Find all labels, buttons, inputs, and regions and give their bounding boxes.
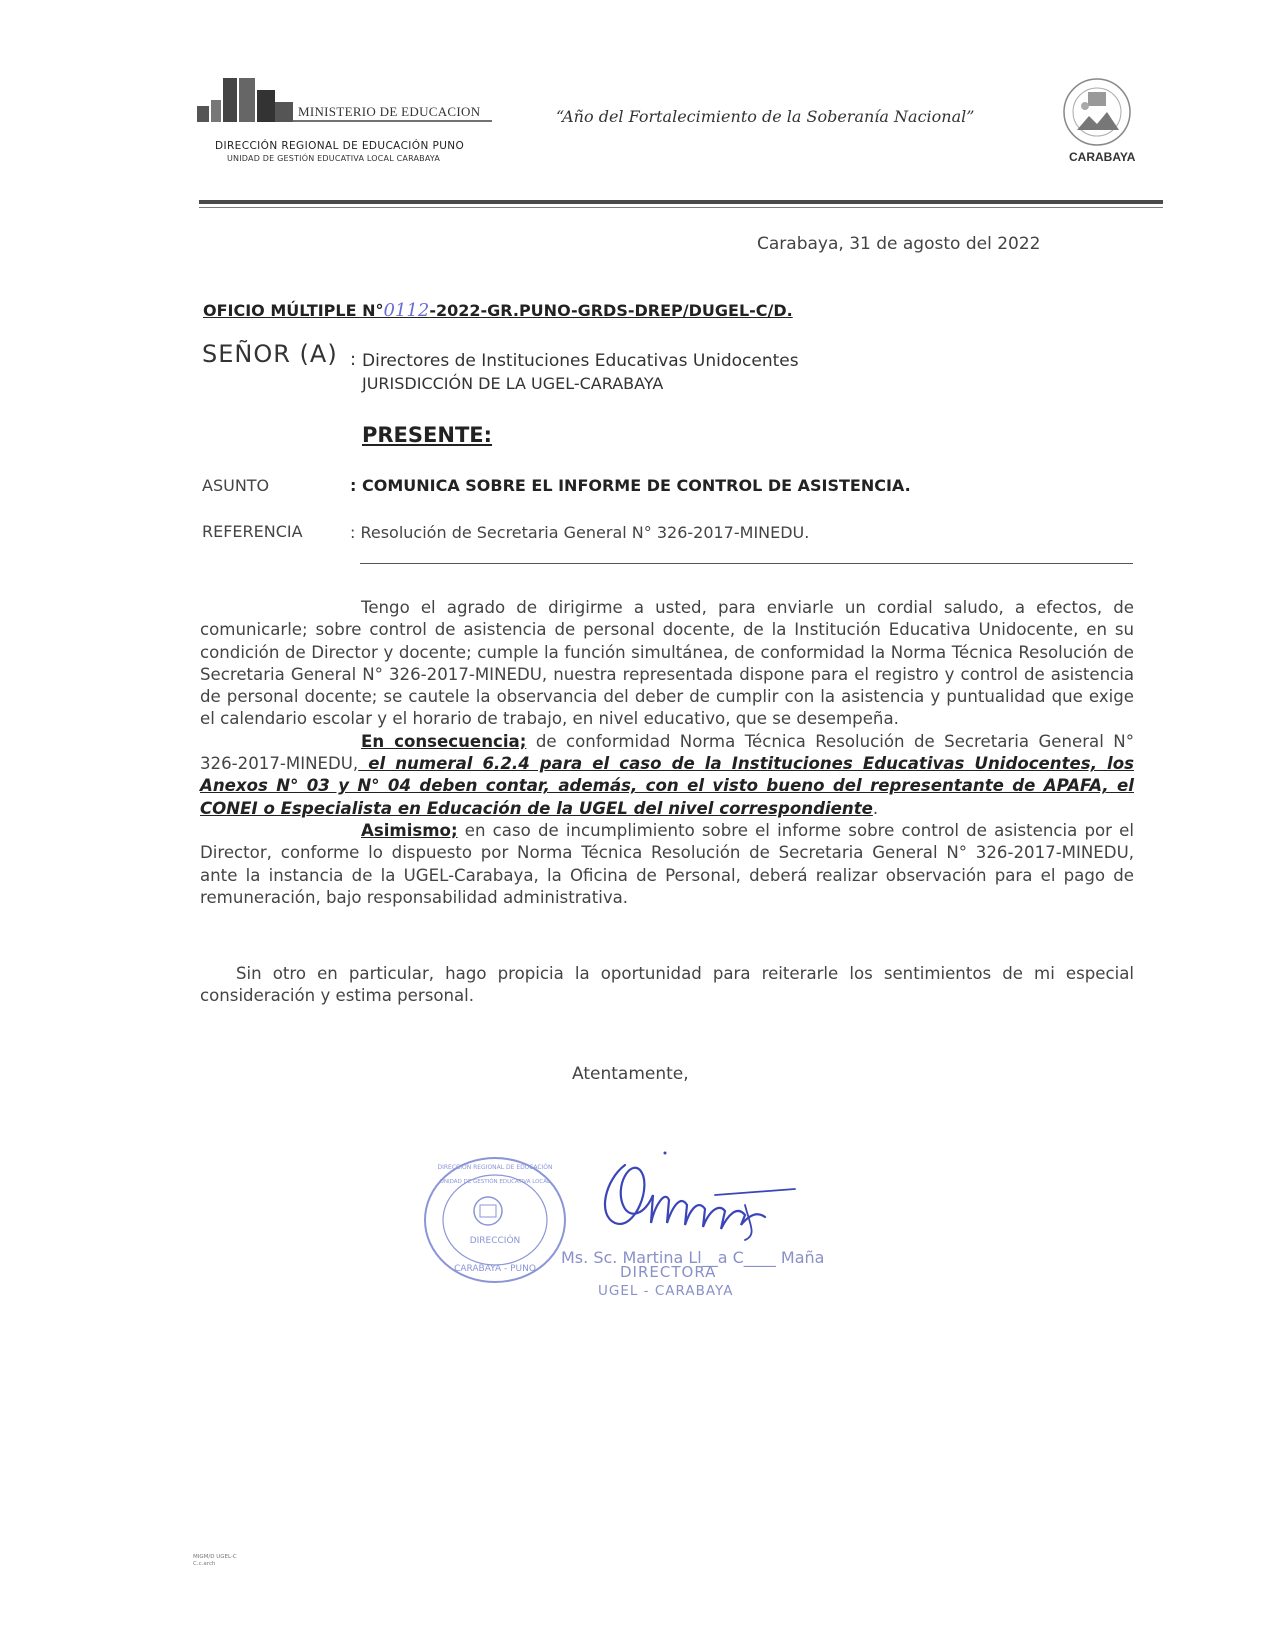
paragraph-2-text: de conformidad Norma Técnica Resolución de Secretaria General N° 326-2017-MINEDU, <box>200 731 1135 774</box>
body-paragraph-1: Tengo el agrado de dirigirme a usted, para enviarle un cordial saludo, a efectos, de comunicarle; sobre control de asistencia de personal docente, de la Institución Educativa Unidocente, en su condición de Director y docente; cumple la función simultánea, de conformidad la Norma Técnica Resolución de Secretaria General N° 326-2017-MINEDU, nuestra representada dispone para el registro y control de asistencia de personal docente; se cautele la observancia del deber de cumplir con la asistencia y puntualidad que exige el calendario escolar y el horario de trabajo, en nivel educativo, que se desempeña. <box>200 598 1134 729</box>
ugel-unit: UNIDAD DE GESTIÓN EDUCATIVA LOCAL CARABAYA <box>227 154 441 163</box>
header-divider-thin <box>199 207 1163 208</box>
handwritten-number: 0112 <box>383 300 430 321</box>
signer-name: Ms. Sc. Martina Ll__a C____ Maña <box>561 1248 825 1267</box>
ministry-name: MINISTERIO DE EDUCACION <box>298 104 481 119</box>
recipient-line-2: JURISDICCIÓN DE LA UGEL-CARABAYA <box>362 374 664 393</box>
closing-paragraph: Sin otro en particular, hago propicia la oportunidad para reiterarle los sentimientos de mi especial consideración y estima personal. <box>200 964 1134 1006</box>
stamp-bottom-text: CARABAYA - PUNO <box>454 1264 536 1274</box>
signer-title: DIRECTORA <box>620 1263 717 1281</box>
reference-divider <box>360 563 1133 564</box>
sign-off: Atentamente, <box>572 1064 689 1084</box>
seal-label: CARABAYA <box>1069 150 1136 164</box>
official-stamp-icon <box>420 1153 570 1288</box>
reference-text: : Resolución de Secretaria General N° 326-2017-MINEDU. <box>350 523 810 542</box>
regional-directorate: DIRECCIÓN REGIONAL DE EDUCACIÓN PUNO <box>215 140 465 152</box>
document-number <box>203 300 793 321</box>
body-paragraph-2 <box>200 731 1134 820</box>
subject-text: : COMUNICA SOBRE EL INFORME DE CONTROL DE ASISTENCIA. <box>350 476 911 495</box>
reference-label: REFERENCIA <box>202 522 303 541</box>
letter-body <box>200 597 1134 909</box>
recipient-line-1: Directores de Instituciones Educativas Unidocentes <box>362 351 799 371</box>
handwritten-signature <box>595 1145 810 1245</box>
year-motto: “Año del Fortalecimiento de la Soberanía Nacional” <box>556 107 975 126</box>
footer-initials-line-2: C.c.arch <box>193 1560 216 1567</box>
paragraph-2-lead: En consecuencia; <box>361 731 527 751</box>
subject-label: ASUNTO <box>202 476 270 495</box>
paragraph-2-end: . <box>872 798 879 818</box>
document-number-suffix: -2022-GR.PUNO-GRDS-DREP/DUGEL-C/D. <box>429 301 793 320</box>
ugel-seal-icon <box>1055 74 1139 150</box>
paragraph-3-text: en caso de incumplimiento sobre el informe sobre control de asistencia por el Director, conforme lo dispuesto por Norma Técnica Resolución de Secretaria General N° 326-2017-MINEDU, ante la instancia de la UGEL-Carabaya, la Oficina de Personal, deberá realizar observación para el pago de remuneración, bajo responsabilidad administrativa. <box>200 820 1134 907</box>
recipient-colon: : <box>350 349 357 370</box>
header-divider <box>199 200 1163 204</box>
date-line: Carabaya, 31 de agosto del 2022 <box>757 234 1041 254</box>
signer-office: UGEL - CARABAYA <box>598 1283 734 1299</box>
stamp-center-label: DIRECCIÓN <box>469 1236 521 1246</box>
body-paragraph-3 <box>200 820 1134 909</box>
paragraph-2-emphasis: el numeral 6.2.4 para el caso de la Instituciones Educativas Unidocentes, los Anexos N° 03 y N° 04 deben contar, además, con el visto bueno del representante de APAFA, el CONEI o Especialista en Educación de la UGEL del nivel correspondiente <box>200 754 1134 818</box>
stamp-inner-text: UNIDAD DE GESTIÓN EDUCATIVA LOCAL <box>439 1179 551 1185</box>
paragraph-3-lead: Asimismo; <box>361 820 458 840</box>
footer-initials <box>193 1554 237 1567</box>
stamp-outer-text: DIRECCIÓN REGIONAL DE EDUCACIÓN <box>437 1164 553 1171</box>
footer-initials-line-1: MIGM/D UGEL-C <box>193 1554 237 1560</box>
recipient-label: SEÑOR (A) <box>202 340 338 368</box>
document-number-prefix: OFICIO MÚLTIPLE N° <box>203 301 384 320</box>
presente-heading: PRESENTE: <box>362 423 493 447</box>
